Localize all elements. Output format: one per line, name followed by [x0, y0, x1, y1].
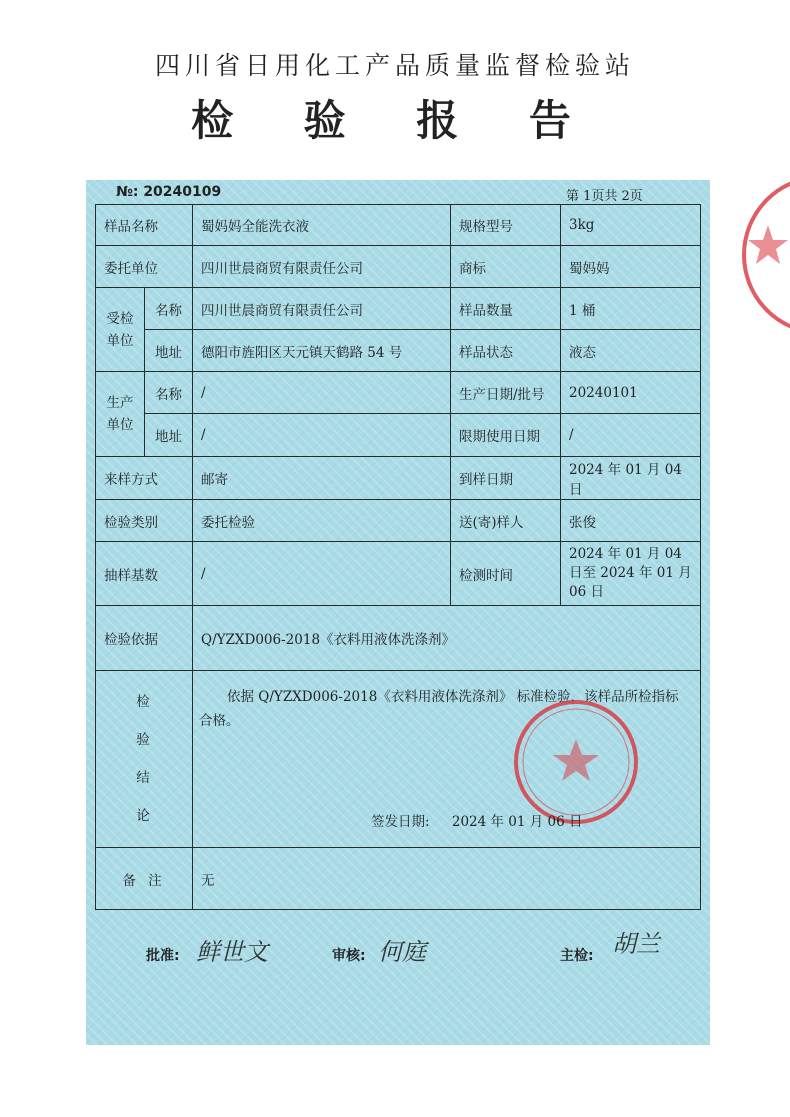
chief-inspector-label: 主检:: [560, 948, 594, 964]
approve-label: 批准:: [146, 948, 180, 964]
test-time-label: 检测时间: [451, 542, 561, 606]
conclusion-cell: [193, 671, 701, 848]
table-row: [96, 246, 701, 288]
inspection-category-label: 检验类别: [96, 500, 193, 542]
inspection-basis-label: 检验依据: [96, 606, 193, 671]
test-time-value: 2024 年 01 月 04 日至 2024 年 01 月 06 日: [561, 542, 701, 606]
report-title: 检 验 报 告: [191, 96, 599, 145]
arrival-date-value: 2024 年 01 月 04 日: [561, 457, 701, 500]
review-label: 审核:: [332, 948, 366, 964]
client-label: 委托单位: [96, 246, 193, 288]
conclusion-text: 依据 Q/YZXD006-2018《衣料用液体洗涤剂》 标准检验，该样品所检指标合格。: [199, 689, 679, 729]
official-seal-stamp: [511, 697, 641, 827]
issue-date-label: 签发日期:: [371, 814, 430, 830]
producer-label: 生产 单位: [96, 372, 145, 457]
table-row: [96, 671, 701, 848]
sample-name-label: 样品名称: [96, 205, 193, 246]
conclusion-label-char: 检: [136, 694, 152, 710]
batch-label: 生产日期/批号: [451, 372, 561, 414]
quantity-label: 样品数量: [451, 288, 561, 330]
conclusion-label-char: 验: [136, 732, 152, 748]
issue-date-value: 2024 年 01 月 06 日: [451, 814, 583, 830]
table-row: [96, 457, 701, 500]
conclusion-label-char: 结: [136, 770, 152, 786]
receiving-unit-label: 受检 单位: [96, 288, 145, 372]
conclusion-label-char: 论: [136, 808, 152, 824]
review-signature: 何庭: [378, 938, 426, 966]
table-row: [96, 372, 701, 414]
remark-value: 无: [193, 848, 701, 910]
quantity-value: 1 桶: [561, 288, 701, 330]
expiry-label: 限期使用日期: [451, 414, 561, 457]
brand-label: 商标: [451, 246, 561, 288]
producer-address-value: /: [193, 414, 451, 457]
delivery-method-value: 邮寄: [193, 457, 451, 500]
sampling-base-label: 抽样基数: [96, 542, 193, 606]
sampling-base-value: /: [193, 542, 451, 606]
table-row: [96, 288, 701, 330]
issue-date-line: [371, 810, 583, 830]
inspection-category-value: 委托检验: [193, 500, 451, 542]
page-number: 第 1页共 2页: [566, 189, 643, 204]
receiving-address-value: 德阳市旌阳区天元镇天鹤路 54 号: [193, 330, 451, 372]
partial-seal-stamp: [730, 170, 790, 340]
remark-label: 备 注: [96, 848, 193, 910]
table-row: [96, 330, 701, 372]
issuing-organization: 四川省日用化工产品质量监督检验站: [154, 51, 635, 80]
spec-label: 规格型号: [451, 205, 561, 246]
expiry-value: /: [561, 414, 701, 457]
sample-state-label: 样品状态: [451, 330, 561, 372]
client-value: 四川世晨商贸有限责任公司: [193, 246, 451, 288]
producer-name-label: 名称: [145, 372, 193, 414]
approve-signature: 鲜世文: [196, 938, 268, 966]
table-row: [96, 500, 701, 542]
sample-name-value: 蜀妈妈全能洗衣液: [193, 205, 451, 246]
brand-value: 蜀妈妈: [561, 246, 701, 288]
inspection-basis-value: Q/YZXD006-2018《衣料用液体洗涤剂》: [193, 606, 701, 671]
report-table: [95, 204, 701, 910]
conclusion-label: [96, 671, 193, 848]
delivery-method-label: 来样方式: [96, 457, 193, 500]
table-row: [96, 205, 701, 246]
receiving-address-label: 地址: [145, 330, 193, 372]
producer-address-label: 地址: [145, 414, 193, 457]
receiving-name-value: 四川世晨商贸有限责任公司: [193, 288, 451, 330]
chief-inspector-signature: 胡兰: [612, 930, 660, 958]
producer-name-value: /: [193, 372, 451, 414]
spec-value: 3kg: [561, 205, 701, 246]
sender-value: 张俊: [561, 500, 701, 542]
table-row: [96, 542, 701, 606]
receiving-name-label: 名称: [145, 288, 193, 330]
batch-value: 20240101: [561, 372, 701, 414]
sender-label: 送(寄)样人: [451, 500, 561, 542]
table-row: [96, 414, 701, 457]
arrival-date-label: 到样日期: [451, 457, 561, 500]
sample-state-value: 液态: [561, 330, 701, 372]
report-serial-number: №: 20240109: [116, 184, 222, 200]
table-row: [96, 606, 701, 671]
table-row: [96, 848, 701, 910]
